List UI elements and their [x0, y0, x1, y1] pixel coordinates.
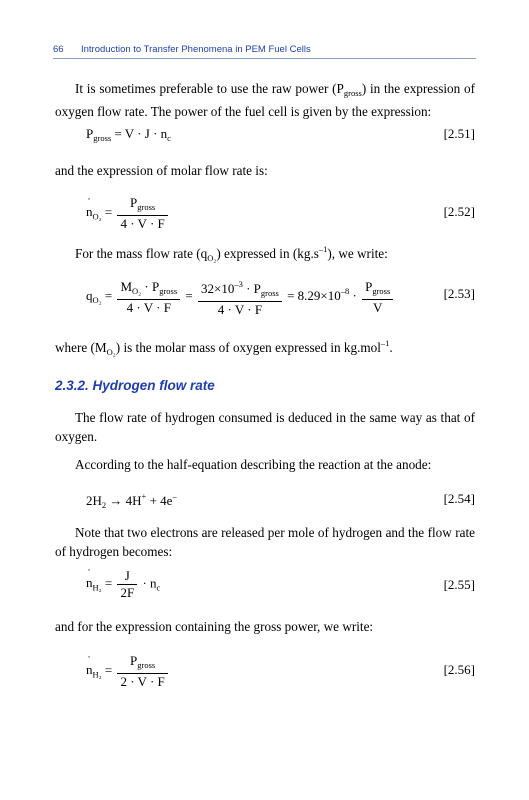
paragraph-raw-power: It is sometimes preferable to use the raw power $(P_{gross})$ in the expression of oxygen flow rate. The power of the fuel cell is given by the expression: [55, 81, 475, 119]
equation-number: [2.56] [443, 662, 475, 677]
equation-number: [2.52] [443, 204, 475, 219]
paragraph-electrons: Note that two electrons are released per mole of hydrogen and the flow rate of hydrogen becomes: [55, 525, 475, 559]
fraction: $\frac{M_{O_2} \cdot P_{gross}}{4 \cdot V \cdot F}$ [117, 279, 180, 316]
paragraph-molar-flow: and the expression of molar flow rate is: [55, 163, 268, 178]
running-header [53, 44, 476, 60]
equation-2-55: ˙ $n_{H_2}$ = $\frac{J}{2F}$ · $n_c$ [2.55] [55, 563, 475, 607]
fraction: $\frac{32\times 10^{-3} \cdot P_{gross}}{4 \cdot V \cdot F}$ [198, 276, 282, 318]
fraction: $\frac{P_{gross}}{2 \cdot V \cdot F}$ [117, 653, 167, 690]
paragraph-anode: According to the half-equation describing the reaction at the anode: [75, 457, 432, 472]
fraction: $\frac{P_{gross}}{V}$ [362, 279, 393, 316]
equation-2-53: $q_{O_2}$ = $\frac{M_{O_2} \cdot P_{gross}}{4 \cdot V \cdot F}$ = $\frac{32\times 10^{-3} \cdot P_{gross}}{4 \cdot V \cdot F}$ = $8.29\times 10^{-8}$ · $\frac{P_{gross}}{V}$ [2.53] [55, 268, 475, 318]
equation-2-52: ˙ $n_{O_2}$ = $\frac{P_{gross}}{4 \cdot V \cdot F}$ [2.52] [55, 190, 475, 234]
equation-number: [2.54] [443, 491, 475, 506]
page-number: 66 [53, 44, 64, 55]
equation-2-51: $P_{gross} = V \cdot J \cdot n_c$ [2.51] [86, 126, 475, 143]
paragraph-mass-flow: For the mass flow rate $(q_{O_2})$ expressed in $(kg.s^{-1})$, we write: [75, 244, 388, 263]
fraction: $\frac{P_{gross}}{4 \cdot V \cdot F}$ [117, 195, 167, 232]
paragraph-gross-power: and for the expression containing the gross power, we write: [55, 619, 374, 634]
equation-2-54: $2H_2 \to 4H^+ + 4e^-$ [2.54] [86, 491, 475, 510]
paragraph-hydrogen-intro: The flow rate of hydrogen consumed is deduced in the same way as that of oxygen. [55, 410, 475, 444]
fraction: $\frac{J}{2F}$ [117, 568, 137, 601]
paragraph-molar-mass: where $(M_{O_2})$ is the molar mass of oxygen expressed in kg.mol$^{-1}$. [55, 338, 393, 357]
book-title: Introduction to Transfer Phenomena in PEM Fuel Cells [81, 44, 311, 55]
header-rule [53, 58, 476, 59]
equation-number: [2.55] [443, 577, 475, 592]
equation-2-56: ˙ $n_{H_2}$ = $\frac{P_{gross}}{2 \cdot V \cdot F}$ [2.56] [55, 648, 475, 692]
section-heading: 2.3.2. Hydrogen flow rate [55, 378, 215, 393]
equation-number: [2.51] [443, 126, 475, 141]
equation-number: [2.53] [443, 286, 475, 301]
